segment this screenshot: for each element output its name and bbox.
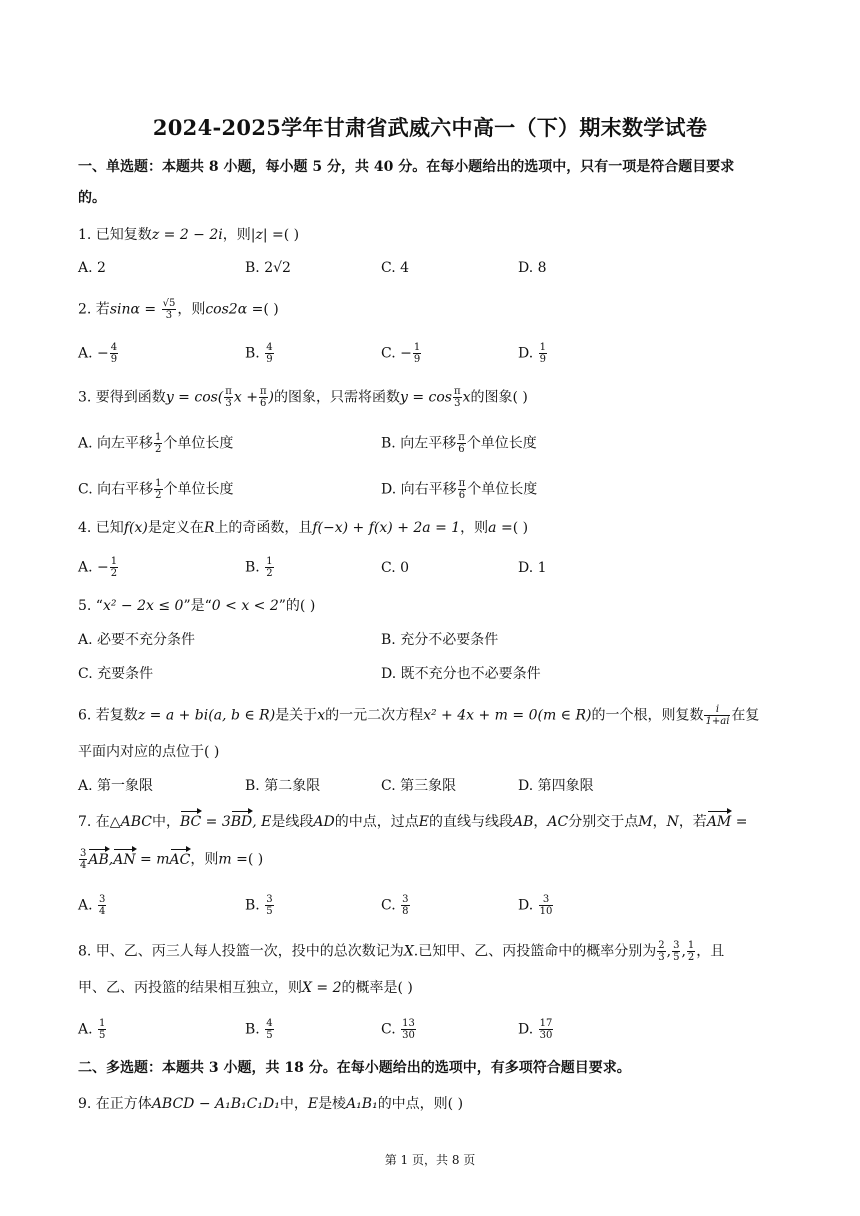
opt-label: A. − (78, 345, 109, 362)
q7-text: ，则 (190, 851, 219, 868)
frac-den: 5 (99, 1030, 106, 1041)
q2-frac-den: 3 (165, 310, 173, 321)
frac-den: 2 (110, 568, 118, 579)
question-6-cont: 平面内对应的点位于( ) (78, 744, 220, 760)
frac-num: 1 (413, 342, 421, 353)
q6-text: 在复 (731, 707, 760, 724)
frac-num: π (453, 386, 461, 397)
frac-num: 3 (673, 940, 680, 951)
q3-fraction (224, 386, 233, 409)
section2-heading: 二、多选题：本题共 3 小题，共 18 分。在每小题给出的选项中，有多项符合题目要求。 (78, 1060, 631, 1076)
q8-text: 的概率是( ) (341, 980, 413, 996)
opt-label: A. − (78, 559, 109, 576)
question-8-cont (78, 978, 413, 998)
q9-text: 是棱 (318, 1096, 347, 1112)
q5-text: ”是“ (183, 598, 212, 614)
q7-text: 中， (151, 814, 180, 830)
q7-option-d (518, 894, 554, 917)
opt-fraction (413, 342, 421, 365)
opt-label: D. 向右平移 (381, 481, 457, 498)
frac-num: π (458, 478, 466, 489)
q2-option-c (381, 342, 422, 365)
q8-fraction (657, 940, 665, 963)
q7-text: 的中点，过点 (334, 814, 419, 830)
opt-label: B. (245, 1021, 265, 1038)
opt-fraction (539, 894, 554, 917)
frac-den: 5 (266, 1030, 273, 1041)
frac-num: π (259, 386, 267, 397)
q4-math: R (203, 520, 215, 536)
q8-fraction (672, 940, 680, 963)
q7-option-c (381, 894, 411, 917)
q3-math: y = cos (399, 389, 452, 406)
opt-fraction (457, 432, 466, 455)
q7-math: , (108, 851, 114, 868)
q4-option-b (245, 556, 275, 579)
q6-option-d: D. 第四象限 (518, 778, 594, 794)
question-5 (78, 596, 315, 616)
frac-den: 30 (539, 1030, 553, 1041)
q8-option-c (381, 1018, 417, 1041)
q2-math: sinα = (109, 301, 157, 318)
vector-bc: BC (179, 814, 202, 830)
vector-ab: AB (88, 851, 109, 868)
q1-option-b: B. 2√2 (245, 260, 291, 276)
frac-den: 10 (539, 906, 553, 917)
opt-label: B. (245, 345, 265, 362)
frac-den: 1+ai (705, 716, 730, 727)
q3-option-b (381, 432, 537, 455)
q8-fraction (687, 940, 695, 963)
opt-label: A. (78, 1021, 98, 1038)
q7-math: N (666, 814, 679, 830)
opt-fraction (401, 1018, 416, 1041)
question-8: 8. 甲、乙、丙三人每人投篮一次，投中的总次数记为X.已知甲、乙、丙投篮命中的概率分别为 $\frac{2}{3}$ , $\frac{3}{5}$ , $\frac{1}{2}$ ，且 (78, 940, 725, 963)
opt-label: A. 向左平移 (78, 435, 154, 452)
opt-text: 个单位长度 (466, 435, 537, 452)
q5-text: ”的( ) (278, 598, 316, 614)
section1-heading: 一、单选题：本题共 8 小题，每小题 5 分，共 40 分。在每小题给出的选项中，只有一项是符合题目要求 (78, 159, 735, 175)
q7-text: 分别交于点 (568, 814, 639, 830)
opt-label: D. (518, 897, 538, 914)
q8-text: 甲、乙、丙投篮的结果相互独立，则 (78, 980, 302, 996)
opt-fraction (98, 894, 106, 917)
frac-den: 3 (658, 952, 665, 963)
q7-fraction (79, 848, 87, 871)
opt-text: 个单位长度 (163, 481, 234, 498)
frac-num: 3 (539, 894, 554, 906)
vector-bd: BD (230, 814, 253, 830)
section1-heading-cont: 的。 (78, 190, 106, 206)
q6-text: 的一个根，则复数 (591, 707, 704, 724)
question-7-cont (78, 848, 263, 871)
q3-text: 的图象( ) (470, 389, 528, 406)
opt-label: B. (245, 559, 265, 576)
q9-text: 的中点，则( ) (377, 1096, 464, 1112)
opt-label: A. (78, 897, 98, 914)
opt-fraction (110, 342, 118, 365)
question-6 (78, 704, 759, 727)
q7-math: E (418, 814, 429, 830)
q7-math: , E (252, 814, 272, 830)
q6-text: 6. 若复数 (78, 707, 138, 724)
q5-text: 5. “ (78, 598, 103, 614)
frac-num: 1 (687, 940, 695, 951)
q1-option-c: C. 4 (381, 260, 410, 276)
q6-math: x² + 4x + m = 0(m ∈ R) (423, 707, 592, 724)
frac-num: 4 (110, 342, 118, 353)
frac-den: 9 (413, 354, 421, 365)
q7-text: ，若 (678, 814, 707, 830)
frac-num: π (225, 386, 232, 397)
opt-fraction (154, 432, 162, 455)
opt-fraction (154, 478, 162, 501)
question-9 (78, 1094, 463, 1114)
q1-text: ，则 (222, 227, 251, 243)
frac-num: 13 (402, 1018, 415, 1029)
q9-math: E (307, 1096, 319, 1112)
frac-num: 1 (155, 478, 162, 489)
opt-label: C. (381, 1021, 401, 1038)
opt-fraction (98, 1018, 106, 1041)
vector-ac: AC (169, 851, 191, 868)
q1-math: z = 2 − 2i (151, 227, 223, 243)
frac-den: 9 (110, 354, 118, 365)
q2-frac-num: √5 (162, 298, 176, 309)
q7-math: = 3 (201, 814, 231, 830)
q3-math: x (462, 389, 471, 406)
q3-fraction (259, 386, 268, 409)
opt-fraction (265, 342, 273, 365)
frac-num: 4 (266, 1018, 273, 1029)
opt-label: B. (245, 897, 265, 914)
q2-math: cos2α = (205, 301, 264, 318)
frac-den: 4 (80, 860, 87, 871)
opt-fraction (265, 894, 273, 917)
q7-blank: ( ) (247, 851, 264, 868)
q6-text: 是关于 (275, 707, 318, 724)
frac-num: 4 (266, 342, 273, 353)
q2-option-d (518, 342, 548, 365)
opt-label: C. − (381, 345, 412, 362)
frac-den: 3 (225, 398, 232, 409)
frac-den: 6 (458, 490, 466, 501)
q1-option-a: A. 2 (78, 260, 106, 276)
q8-math: X (403, 943, 414, 960)
opt-label: C. (381, 897, 401, 914)
q7-math: AB (512, 814, 534, 830)
q3-text: 的图象，只需将函数 (273, 389, 400, 406)
frac-den: 5 (266, 906, 273, 917)
q1-text: 1. 已知复数 (78, 227, 152, 243)
q7-text: 7. 在△ (78, 814, 121, 830)
q7-math: ABC (120, 814, 152, 830)
frac-den: 5 (673, 952, 680, 963)
opt-fraction (539, 342, 547, 365)
q4-math: f(−x) + f(x) + 2a = 1 (312, 520, 461, 536)
question-4 (78, 518, 528, 538)
frac-num: 1 (99, 1018, 106, 1029)
q3-option-c (78, 478, 234, 501)
opt-fraction (401, 894, 409, 917)
q8-option-b (245, 1018, 275, 1041)
frac-num: i (704, 704, 730, 716)
q7-math: = (731, 814, 748, 830)
opt-label: C. 向右平移 (78, 481, 154, 498)
opt-fraction (458, 478, 467, 501)
q7-option-a (78, 894, 107, 917)
q3-math: x + (233, 389, 258, 406)
q7-math: m = (218, 851, 248, 868)
q7-math: AD (313, 814, 335, 830)
q6-fraction (704, 704, 730, 727)
q3-text: 3. 要得到函数 (78, 389, 166, 406)
q3-math: ) (268, 389, 274, 406)
question-7 (78, 812, 747, 832)
frac-den: 2 (687, 952, 695, 963)
q2-text: 2. 若 (78, 301, 110, 318)
frac-den: 9 (539, 354, 547, 365)
q5-option-c: C. 充要条件 (78, 666, 154, 682)
page-title: 2024-2025学年甘肃省武威六中高一（下）期末数学试卷 (152, 115, 708, 140)
q8-option-a (78, 1018, 107, 1041)
opt-label: D. (518, 345, 538, 362)
frac-den: 3 (454, 398, 461, 409)
opt-text: 个单位长度 (163, 435, 234, 452)
frac-num: 1 (266, 556, 273, 567)
frac-num: 1 (155, 432, 162, 443)
frac-den: 2 (155, 444, 162, 455)
q4-text: ，则 (460, 520, 489, 536)
q5-option-d: D. 既不充分也不必要条件 (381, 666, 541, 682)
q9-math: A₁B₁ (346, 1096, 378, 1112)
q4-option-d: D. 1 (518, 560, 547, 576)
q6-math: x (317, 707, 326, 724)
q3-math: y = cos( (165, 389, 224, 406)
frac-den: 8 (402, 906, 409, 917)
question-1 (78, 225, 299, 245)
opt-fraction (265, 1018, 273, 1041)
vector-an: AN (113, 851, 136, 868)
frac-den: 2 (155, 490, 162, 501)
opt-fraction (265, 556, 273, 579)
opt-fraction (110, 556, 118, 579)
q5-math: x² − 2x ≤ 0 (102, 598, 184, 614)
opt-text: 个单位长度 (467, 481, 538, 498)
q2-option-a (78, 342, 119, 365)
q2-fraction (162, 298, 177, 321)
q7-text: 的直线与线段 (428, 814, 513, 830)
q9-math: ABCD − A₁B₁C₁D₁ (151, 1096, 280, 1112)
frac-num: 3 (402, 894, 409, 905)
q3-option-d (381, 478, 537, 501)
q7-option-b (245, 894, 275, 917)
opt-fraction (539, 1018, 554, 1041)
q9-text: 中， (279, 1096, 308, 1112)
q8-text: 8. 甲、乙、丙三人每人投篮一次，投中的总次数记为 (78, 943, 404, 960)
q7-math: M (638, 814, 653, 830)
q6-text: 的一元二次方程 (325, 707, 424, 724)
frac-den: 6 (260, 398, 267, 409)
q7-text: 是线段 (271, 814, 314, 830)
frac-den: 30 (402, 1030, 415, 1041)
q1-option-d: D. 8 (518, 260, 547, 276)
q2-option-b (245, 342, 275, 365)
frac-den: 6 (458, 444, 465, 455)
q6-math: z = a + bi(a, b ∈ R) (137, 707, 276, 724)
frac-num: 3 (99, 894, 106, 905)
q4-math: a = (488, 520, 513, 536)
frac-num: 2 (658, 940, 665, 951)
frac-den: 9 (266, 354, 273, 365)
frac-den: 4 (99, 906, 106, 917)
q1-blank: ( ) (283, 227, 300, 243)
frac-den: 2 (266, 568, 273, 579)
q7-math: = m (135, 851, 170, 868)
q6-option-b: B. 第二象限 (245, 778, 321, 794)
q3-option-a (78, 432, 233, 455)
q8-math: X = 2 (302, 980, 342, 996)
frac-num: 3 (80, 848, 87, 859)
vector-am: AM (706, 814, 732, 830)
q4-math: f(x) (123, 520, 148, 536)
q4-blank: ( ) (512, 520, 529, 536)
q4-option-c: C. 0 (381, 560, 410, 576)
q2-text: ，则 (177, 301, 206, 318)
q1-math: |z| = (250, 227, 284, 243)
question-2 (78, 298, 279, 321)
page-footer: 第 1 页，共 8 页 (384, 1153, 476, 1167)
q6-option-a: A. 第一象限 (78, 778, 154, 794)
q4-text: 4. 已知 (78, 520, 124, 536)
question-3 (78, 386, 528, 409)
q9-text: 9. 在正方体 (78, 1096, 152, 1112)
q4-option-a (78, 556, 119, 579)
q4-text: 是定义在 (147, 520, 204, 536)
q7-math: AC (547, 814, 569, 830)
q3-fraction (453, 386, 462, 409)
q5-option-a: A. 必要不充分条件 (78, 632, 196, 648)
q5-option-b: B. 充分不必要条件 (381, 632, 499, 648)
q7-text: ， (652, 814, 667, 830)
q2-blank: ( ) (263, 301, 279, 318)
q8-text: .已知甲、乙、丙投篮命中的概率分别为 (413, 943, 657, 960)
opt-label: D. (518, 1021, 538, 1038)
opt-label: B. 向左平移 (381, 435, 457, 452)
q6-option-c: C. 第三象限 (381, 778, 457, 794)
q5-math: 0 < x < 2 (211, 598, 279, 614)
frac-num: 3 (266, 894, 273, 905)
frac-num: 17 (539, 1018, 553, 1029)
frac-num: π (458, 432, 465, 443)
q8-option-d (518, 1018, 554, 1041)
q8-text: ，且 (696, 943, 725, 960)
frac-num: 1 (110, 556, 118, 567)
q7-text: ， (533, 814, 548, 830)
q4-text: 上的奇函数，且 (214, 520, 313, 536)
frac-num: 1 (539, 342, 547, 353)
